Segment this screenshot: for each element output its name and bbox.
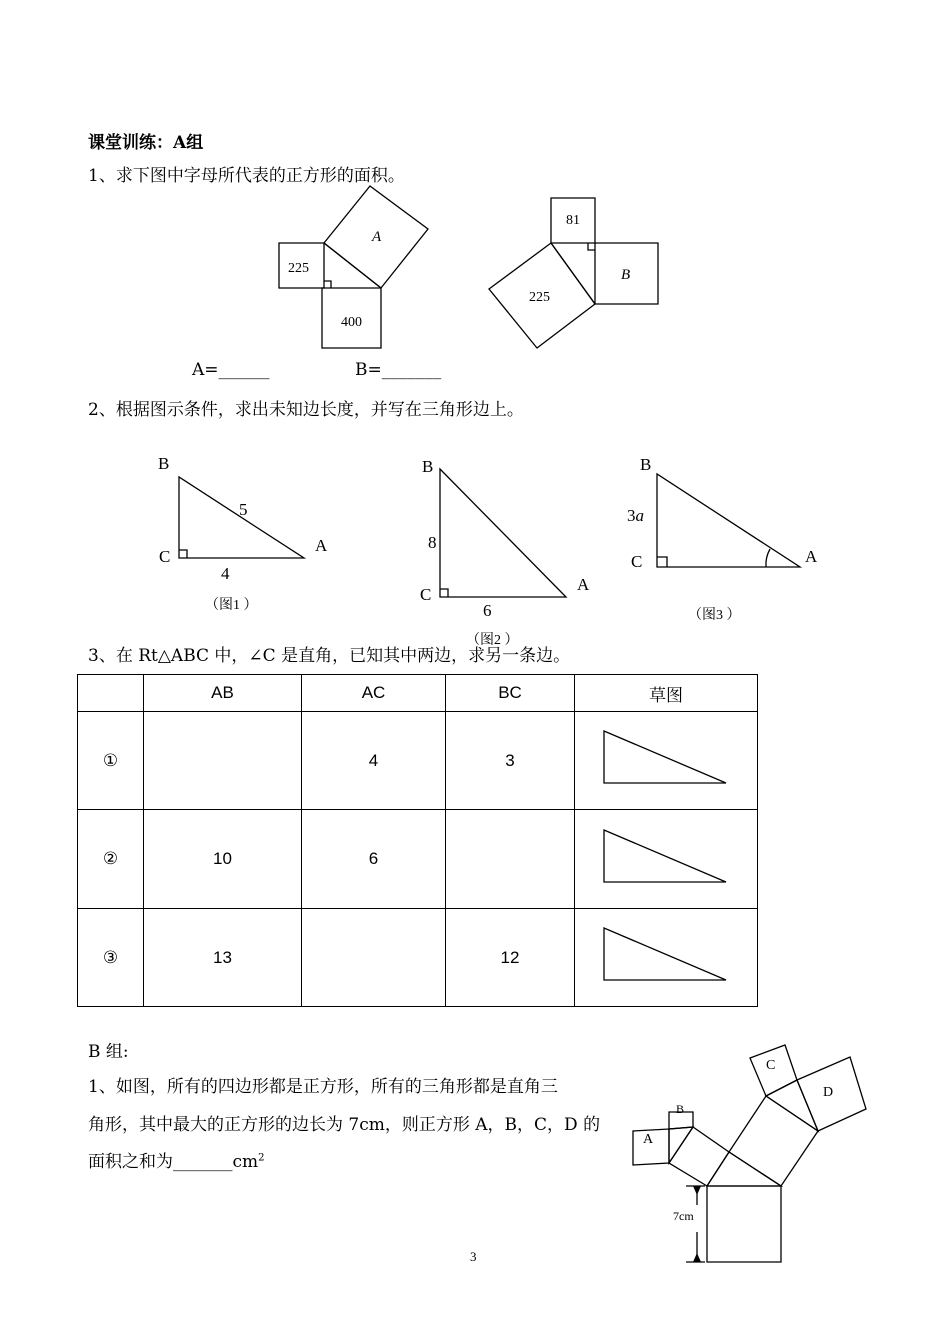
side-length-label: 7cm [673, 1209, 694, 1223]
square-a-label: A [643, 1132, 654, 1147]
section-a-title: 课堂训练：A组 [88, 133, 204, 153]
q1-fig1-small: 225 [288, 261, 309, 276]
q1-fig2-left: 225 [529, 290, 550, 305]
answer-b[interactable]: B=_______ [355, 360, 442, 380]
vertex-c-label: C [631, 552, 643, 571]
side-leg-label: 3a [627, 506, 644, 525]
bc-cell[interactable]: 3 [446, 712, 575, 810]
ac-cell[interactable]: 4 [302, 712, 446, 810]
q1-fig2-letter: B [621, 267, 631, 283]
vertex-a-label: A [805, 547, 818, 566]
square-b-label: B [676, 1102, 685, 1116]
square-d-label: D [823, 1085, 834, 1100]
section-b-line-2: 角形，其中最大的正方形的边长为 7cm，则正方形 A，B，C，D 的 [88, 1115, 601, 1135]
ab-cell[interactable]: 10 [144, 810, 302, 909]
vertex-c-label: C [420, 585, 432, 604]
section-b-title: B 组: [88, 1042, 129, 1062]
side-hyp-label: 5 [239, 500, 248, 519]
q1-fig2-top: 81 [566, 213, 580, 228]
answer-a[interactable]: A=______ [192, 360, 270, 380]
question-3-text: 3、在 Rt△ABC 中，∠C 是直角，已知其中两边，求另一条边。 [88, 646, 571, 666]
page-number: 3 [470, 1249, 477, 1264]
header-cell: AB [144, 675, 302, 712]
bc-cell[interactable]: 12 [446, 909, 575, 1007]
row-index: ② [78, 810, 144, 909]
superscript-2: 2 [258, 1152, 265, 1164]
side-base-label: 6 [483, 601, 492, 620]
row-index: ① [78, 712, 144, 810]
square-c-label: C [766, 1058, 776, 1073]
ac-cell[interactable]: 6 [302, 810, 446, 909]
header-cell: 草图 [575, 675, 758, 712]
line-3-text: 面积之和为_______cm [88, 1152, 259, 1172]
vertex-b-label: B [422, 457, 434, 476]
vertex-a-label: A [315, 536, 328, 555]
row-index: ③ [78, 909, 144, 1007]
ab-cell[interactable]: 13 [144, 909, 302, 1007]
q1-fig1-letter: A [372, 229, 382, 245]
side-base-label: 4 [221, 564, 230, 583]
q1-fig1-bottom: 400 [341, 315, 362, 330]
section-b-line-1: 1、如图，所有的四边形都是正方形，所有的三角形都是直角三 [88, 1077, 558, 1097]
vertex-b-label: B [640, 455, 652, 474]
fig3-caption: （图3 ） [688, 608, 741, 623]
side-leg-label: 8 [428, 533, 437, 552]
vertex-b-label: B [158, 454, 170, 473]
fig2-caption: （图2 ） [466, 633, 519, 648]
vertex-c-label: C [159, 547, 171, 566]
header-cell: AC [302, 675, 446, 712]
fig1-caption: （图1 ） [205, 598, 258, 613]
header-cell: BC [446, 675, 575, 712]
question-2-text: 2、根据图示条件，求出未知边长度，并写在三角形边上。 [88, 400, 524, 420]
vertex-a-label: A [577, 575, 590, 594]
question-1-text: 1、求下图中字母所代表的正方形的面积。 [88, 166, 405, 186]
